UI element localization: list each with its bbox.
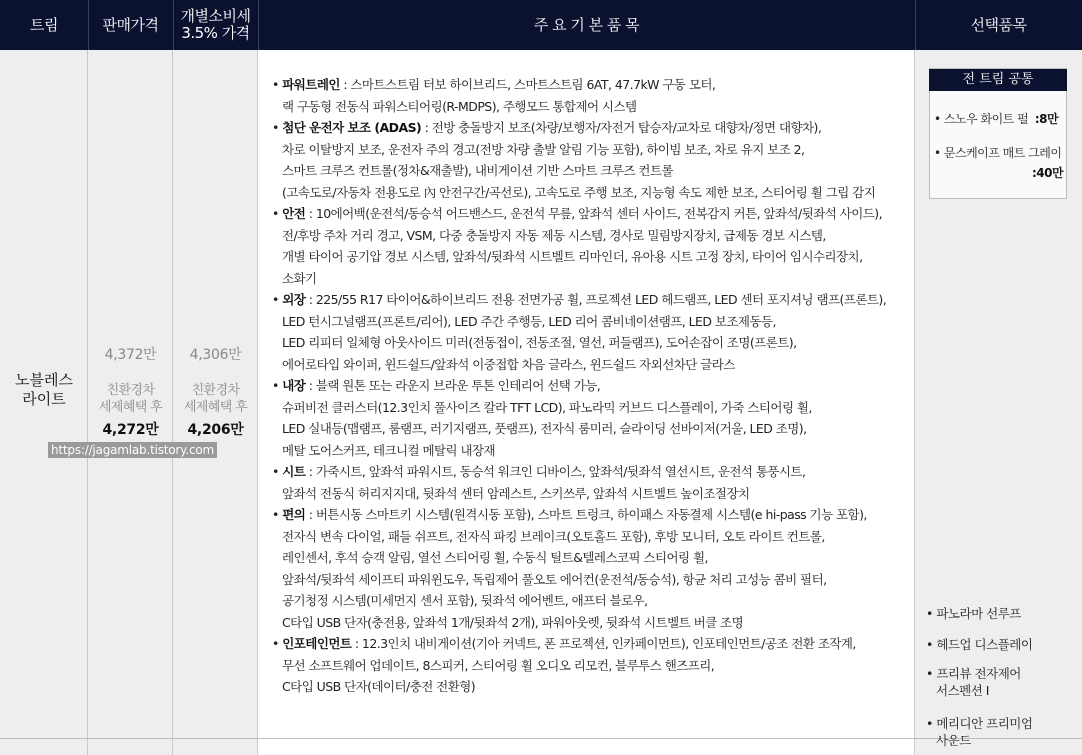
option-moonscape: • 문스케이프 매트 그레이 bbox=[934, 146, 1062, 160]
feature-text: : 전방 충돌방지 보조(차량/보행자/자전거 탑승자/교차로 대향차/정면 대향차), bbox=[421, 120, 822, 135]
bullet-icon: • bbox=[272, 206, 283, 221]
feature-line bbox=[272, 182, 912, 204]
option-item-line1: • 헤드업 디스플레이 bbox=[926, 637, 1033, 652]
feature-list bbox=[272, 74, 912, 698]
bullet-icon: • bbox=[272, 464, 283, 479]
feature-line bbox=[272, 547, 912, 569]
feature-text: C타입 USB 단자(충전용, 앞좌석 1개/뒷좌석 2개), 파워아웃렛, 뒷좌석 시트벨트 버클 조명 bbox=[282, 614, 744, 630]
feature-text: 앞좌석 전동식 허리지지대, 뒷좌석 센터 암레스트, 스키쓰루, 앞좌석 시트벨트 높이조절장치 bbox=[282, 485, 750, 501]
feature-line bbox=[272, 676, 912, 698]
feature-text: (고속도로/자동차 전용도로 內 안전구간/곡선로), 고속도로 주행 보조, 지능형 속도 제한 보조, 스티어링 휠 그립 감지 bbox=[282, 184, 876, 200]
feature-text: 공기청정 시스템(미세먼지 센서 포함), 뒷좌석 에어벤트, 애프터 블로우, bbox=[282, 593, 648, 608]
table-header bbox=[0, 0, 1082, 50]
option-moonscape-price: :40만 bbox=[1032, 166, 1064, 180]
bullet-icon: • bbox=[272, 77, 283, 92]
price-final: 4,272만 bbox=[102, 422, 159, 438]
bullet-icon: • bbox=[272, 507, 283, 522]
tax-price-benefit-line1: 친환경차 bbox=[191, 383, 240, 398]
feature-group bbox=[272, 633, 912, 655]
feature-line bbox=[272, 569, 912, 591]
bullet-icon: • bbox=[272, 378, 283, 393]
feature-text: : 스마트스트림 터보 하이브리드, 스마트스트림 6AT, 47.7kW 구동 모터, bbox=[339, 77, 716, 92]
feature-text: : 12.3인치 내비게이션(기아 커넥트, 폰 프로젝션, 인카페이먼트), 인포테인먼트/공조 전환 조작계, bbox=[351, 636, 856, 651]
feature-title: 파워트레인 bbox=[282, 77, 340, 92]
feature-line bbox=[272, 440, 912, 462]
feature-line bbox=[272, 526, 912, 548]
price-benefit-line1: 친환경차 bbox=[106, 383, 155, 398]
feature-title: 외장 bbox=[282, 292, 306, 307]
common-options-title: 전 트림 공통 bbox=[929, 69, 1067, 91]
table-body bbox=[0, 50, 1082, 755]
feature-line bbox=[272, 268, 912, 290]
feature-line bbox=[272, 655, 912, 677]
option-item-meridian bbox=[926, 715, 1032, 749]
bullet-icon: • bbox=[272, 292, 283, 307]
tax-price-base: 4,306만 bbox=[189, 347, 242, 363]
feature-group bbox=[272, 74, 912, 96]
option-snow-white bbox=[934, 110, 1058, 127]
feature-text: 무선 소프트웨어 업데이트, 8스피커, 스티어링 휠 오디오 리모컨, 블루투스 핸즈프리, bbox=[282, 657, 715, 673]
header-options: 선택품목 bbox=[970, 15, 1027, 34]
header-tax-price bbox=[173, 0, 259, 50]
header-trim: 트림 bbox=[0, 0, 89, 50]
option-snow-white-price: :8만 bbox=[1034, 112, 1059, 126]
feature-line bbox=[272, 160, 912, 182]
feature-title: 첨단 운전자 보조 (ADAS) bbox=[282, 120, 422, 135]
bullet-icon: • bbox=[272, 636, 283, 651]
feature-title: 시트 bbox=[282, 464, 306, 479]
feature-title: 안전 bbox=[282, 206, 306, 221]
feature-line bbox=[272, 311, 912, 333]
feature-text: 슈퍼비전 클러스터(12.3인치 풀사이즈 칼라 TFT LCD), 파노라믹 커브드 디스플레이, 가죽 스티어링 휠, bbox=[282, 399, 812, 415]
feature-text: 차로 이탈방지 보조, 운전자 주의 경고(전방 차량 출발 알림 기능 포함), 하이빔 보조, 차로 유지 보조 2, bbox=[282, 141, 805, 157]
feature-line bbox=[272, 483, 912, 505]
header-tax-price-line2: 3.5% 가격 bbox=[181, 24, 250, 42]
feature-line bbox=[272, 96, 912, 118]
feature-text: LED 실내등(맵램프, 룸램프, 러기지램프, 풋램프), 전자식 룸미러, 슬라이딩 선바이저(거울, LED 조명), bbox=[282, 421, 807, 436]
feature-group bbox=[272, 289, 912, 311]
tax-price-block bbox=[173, 344, 258, 439]
feature-text: 메탈 도어스커프, 테크니컬 메탈릭 내장재 bbox=[282, 442, 496, 458]
option-item-panorama bbox=[926, 605, 1021, 622]
feature-text: 에어로타입 와이퍼, 윈드쉴드/앞좌석 이중접합 차음 글라스, 윈드쉴드 자외선차단 글라스 bbox=[282, 356, 735, 372]
feature-text: 레인센서, 후석 승객 알림, 열선 스티어링 휠, 수동식 틸트&텔레스코픽 스티어링 휠, bbox=[282, 550, 708, 565]
option-item-line2: 서스펜션 I bbox=[936, 683, 989, 698]
trim-name bbox=[0, 371, 88, 409]
header-tax-price-line1: 개별소비세 bbox=[180, 7, 251, 25]
feature-text: LED 턴시그널램프(프론트/리어), LED 주간 주행등, LED 리어 콤비네이션램프, LED 보조제동등, bbox=[282, 313, 776, 329]
trim-name-line1: 노블레스 bbox=[15, 371, 73, 389]
tax-price-benefit-line2: 세제혜택 후 bbox=[183, 400, 248, 415]
feature-line bbox=[272, 418, 912, 440]
option-snow-white-label: • 스노우 화이트 펄 bbox=[934, 112, 1029, 126]
feature-text: 앞좌석/뒷좌석 세이프티 파워윈도우, 독립제어 풀오토 에어컨(운전석/동승석), 항균 처리 고성능 콤비 필터, bbox=[282, 571, 827, 587]
feature-line bbox=[272, 246, 912, 268]
feature-text: 전/후방 주차 거리 경고, VSM, 다중 충돌방지 자동 제동 시스템, 경사로 밀림방지장치, 급제동 경보 시스템, bbox=[282, 227, 826, 243]
feature-group bbox=[272, 203, 912, 225]
feature-text: : 225/55 R17 타이어&하이브리드 전용 전면가공 휠, 프로젝션 LED 헤드램프, LED 센터 포지셔닝 램프(프론트), bbox=[305, 292, 887, 307]
feature-text: 전자식 변속 다이얼, 패들 쉬프트, 전자식 파킹 브레이크(오토홀드 포함), 후방 모니터, 오토 라이트 컨트롤, bbox=[282, 528, 825, 544]
feature-line bbox=[272, 354, 912, 376]
tax-price-final: 4,206만 bbox=[187, 422, 244, 438]
feature-line bbox=[272, 139, 912, 161]
feature-text: : 블랙 원톤 또는 라운지 브라운 투톤 인테리어 선택 가능, bbox=[305, 378, 601, 393]
feature-line bbox=[272, 612, 912, 634]
option-item-hud bbox=[926, 636, 1032, 653]
price-block bbox=[88, 344, 173, 439]
option-item-line1: • 메리디안 프리미엄 bbox=[926, 716, 1033, 731]
feature-text: 소화기 bbox=[282, 270, 317, 286]
feature-title: 내장 bbox=[282, 378, 306, 393]
feature-group bbox=[272, 375, 912, 397]
option-item-line1: • 프리뷰 전자제어 bbox=[926, 666, 1021, 681]
feature-text: : 10에어백(운전석/동승석 어드밴스드, 운전석 무릎, 앞좌석 센터 사이드, 전복감지 커튼, 앞좌석/뒷좌석 사이드), bbox=[305, 206, 883, 221]
feature-line bbox=[272, 332, 912, 354]
feature-title: 편의 bbox=[282, 507, 306, 522]
row-divider bbox=[0, 738, 1082, 739]
feature-line bbox=[272, 225, 912, 247]
header-features: 주 요 기 본 품 목 bbox=[258, 0, 916, 50]
option-item-suspension bbox=[926, 665, 1021, 699]
feature-line bbox=[272, 397, 912, 419]
feature-line bbox=[272, 590, 912, 612]
feature-text: 랙 구동형 전동식 파워스티어링(R-MDPS), 주행모드 통합제어 시스템 bbox=[282, 98, 637, 114]
price-base: 4,372만 bbox=[104, 347, 157, 363]
trim-name-line2: 라이트 bbox=[22, 390, 66, 408]
option-item-line1: • 파노라마 선루프 bbox=[926, 606, 1021, 621]
option-item-line2: 사운드 bbox=[936, 733, 971, 748]
feature-group bbox=[272, 461, 912, 483]
feature-text: : 가죽시트, 앞좌석 파워시트, 동승석 워크인 디바이스, 앞좌석/뒷좌석 열선시트, 운전석 통풍시트, bbox=[305, 464, 806, 479]
feature-text: 개별 타이어 공기압 경보 시스템, 앞좌석/뒷좌석 시트벨트 리마인더, 유아용 시트 고정 장치, 타이어 임시수리장치, bbox=[282, 249, 863, 264]
bullet-icon: • bbox=[272, 120, 283, 135]
header-price: 판매가격 bbox=[88, 0, 174, 50]
feature-text: LED 리피터 일체형 아웃사이드 미러(전동접이, 전동조절, 열선, 퍼들램프), 도어손잡이 조명(프론트), bbox=[282, 335, 797, 350]
feature-group bbox=[272, 504, 912, 526]
feature-group bbox=[272, 117, 912, 139]
feature-title: 인포테인먼트 bbox=[282, 636, 352, 651]
feature-text: C타입 USB 단자(데이터/충전 전환형) bbox=[282, 679, 476, 694]
watermark: https://jagamlab.tistory.com bbox=[48, 442, 217, 458]
feature-text: 스마트 크루즈 컨트롤(정차&재출발), 내비게이션 기반 스마트 크루즈 컨트롤 bbox=[282, 163, 673, 178]
feature-text: : 버튼시동 스마트키 시스템(원격시동 포함), 스마트 트렁크, 하이패스 자동결제 시스템(e hi-pass 기능 포함), bbox=[305, 507, 867, 522]
price-benefit-line2: 세제혜택 후 bbox=[98, 400, 163, 415]
